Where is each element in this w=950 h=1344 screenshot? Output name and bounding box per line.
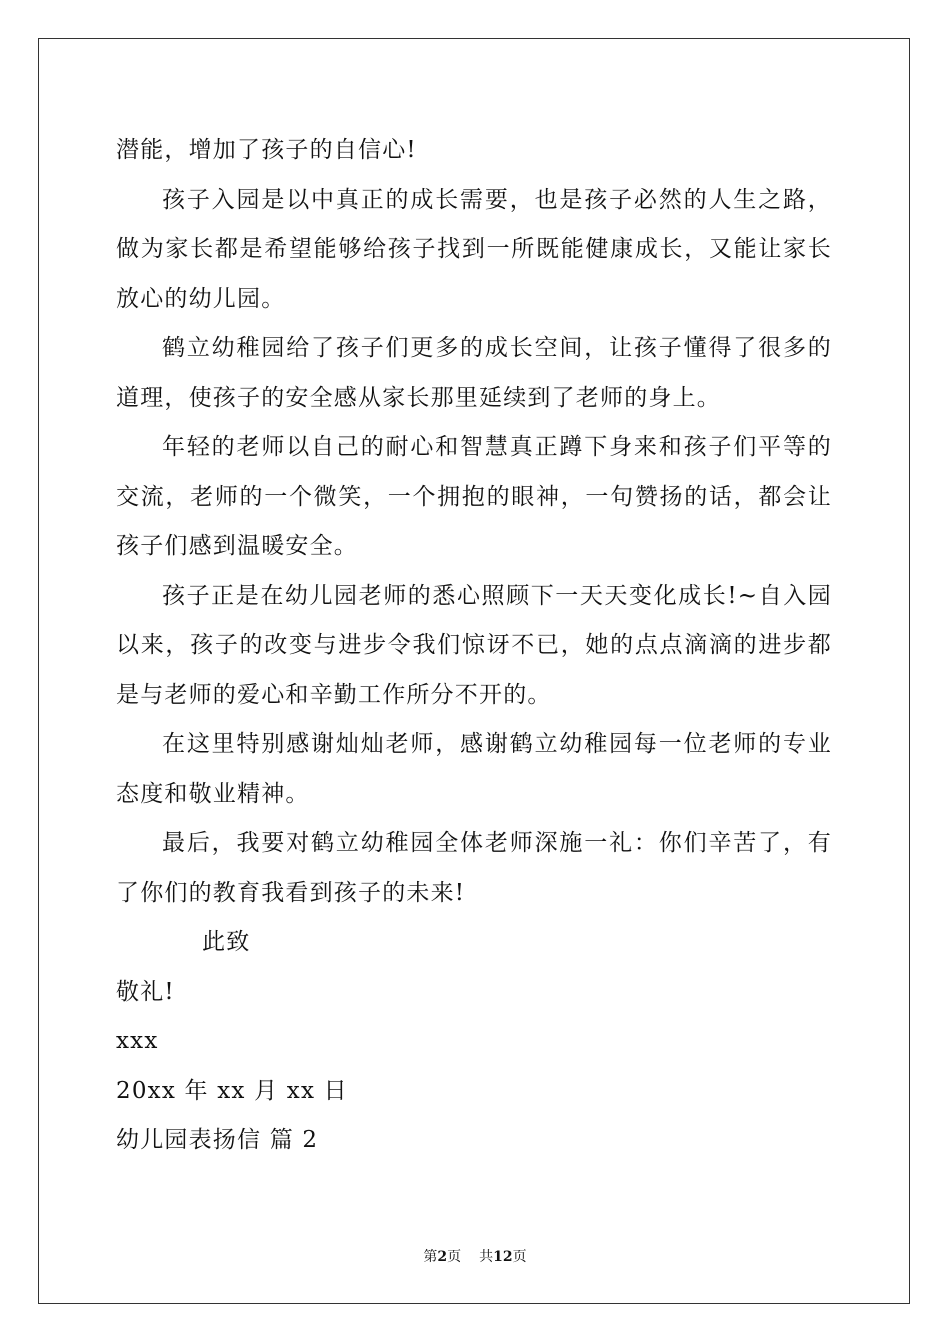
paragraph: 孩子入园是以中真正的成长需要，也是孩子必然的人生之路，做为家长都是希望能够给孩子找到一所既能健康成长，又能让家长放心的幼儿园。	[116, 186, 832, 312]
paragraph: 在这里特别感谢灿灿老师，感谢鹤立幼稚园每一位老师的专业态度和敬业精神。	[116, 731, 832, 807]
footer-page-total: 12	[493, 1249, 513, 1265]
footer-total-suffix: 页	[512, 1249, 527, 1265]
section-title: 幼儿园表扬信 篇 2	[116, 1127, 319, 1153]
paragraph: 最后，我要对鹤立幼稚园全体老师深施一礼：你们辛苦了，有了你们的教育我看到孩子的未来!	[116, 830, 832, 906]
page-footer	[0, 1246, 950, 1266]
paragraph: 孩子正是在幼儿园老师的悉心照顾下一天天变化成长!~自入园以来，孩子的改变与进步令我们惊讶不已，她的点点滴滴的进步都是与老师的爱心和辛勤工作所分不开的。	[116, 582, 832, 708]
closing-respect: 敬礼!	[116, 978, 175, 1005]
letter-body	[116, 126, 832, 1166]
letter-date: 20xx 年 xx 月 xx 日	[116, 1077, 348, 1104]
footer-page-prefix: 第	[423, 1249, 438, 1265]
footer-page-current: 2	[437, 1249, 448, 1265]
paragraph-continuation: 潜能，增加了孩子的自信心!	[116, 137, 417, 163]
signature: xxx	[116, 1028, 159, 1054]
closing-salutation: 此致	[202, 929, 251, 955]
paragraph: 鹤立幼稚园给了孩子们更多的成长空间，让孩子懂得了很多的道理，使孩子的安全感从家长那里延续到了老师的身上。	[116, 335, 832, 411]
paragraph: 年轻的老师以自己的耐心和智慧真正蹲下身来和孩子们平等的交流，老师的一个微笑，一个拥抱的眼神，一句赞扬的话，都会让孩子们感到温暖安全。	[116, 434, 832, 559]
footer-page-suffix: 页	[447, 1249, 462, 1265]
footer-total-prefix: 共	[479, 1249, 494, 1265]
